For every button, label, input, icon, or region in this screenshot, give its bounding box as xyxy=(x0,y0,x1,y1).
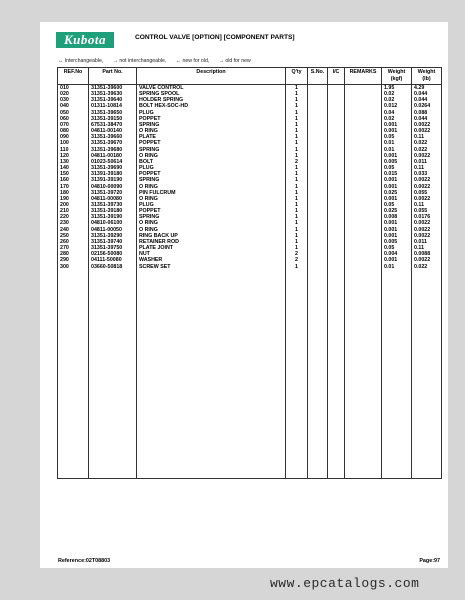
cell-weight-kgf: 0.02 xyxy=(382,91,412,97)
cell-part-no: 31351-39150 xyxy=(89,116,137,122)
cell-ref: 050 xyxy=(58,110,89,116)
cell-ref: 070 xyxy=(58,122,89,128)
cell-ref: 150 xyxy=(58,171,89,177)
cell-part-no: 31351-39740 xyxy=(89,239,137,245)
cell-weight-lb: 0.11 xyxy=(412,202,442,208)
cell-part-no: 04810-00090 xyxy=(89,184,137,190)
cell-description: PLUG xyxy=(137,202,286,208)
cell-weight-lb: 0.11 xyxy=(412,134,442,140)
col-header-qty: Q'ty xyxy=(286,68,308,85)
cell-weight-lb: 0.033 xyxy=(412,171,442,177)
cell-ref: 100 xyxy=(58,140,89,146)
cell-part-no: 04810-06100 xyxy=(89,220,137,226)
cell-ref: 280 xyxy=(58,251,89,257)
cell-weight-lb: 0.0022 xyxy=(412,220,442,226)
cell-weight-kgf: 0.005 xyxy=(382,159,412,165)
cell-weight-lb: 0.022 xyxy=(412,264,442,270)
cell-qty: 1 xyxy=(286,128,308,134)
cell-weight-kgf: 0.001 xyxy=(382,257,412,263)
cell-weight-lb: 0.11 xyxy=(412,245,442,251)
cell-ref: 260 xyxy=(58,239,89,245)
empty-cell xyxy=(286,270,308,479)
legend-old-for-new: → old for new xyxy=(218,58,251,64)
cell-part-no: 31351-39720 xyxy=(89,190,137,196)
cell-weight-kgf: 0.025 xyxy=(382,190,412,196)
cell-description: SPRING xyxy=(137,122,286,128)
cell-weight-kgf: 0.001 xyxy=(382,227,412,233)
col-header-weight-lb: Weight (lb) xyxy=(412,68,442,85)
cell-weight-lb: 0.0088 xyxy=(412,251,442,257)
cell-weight-kgf: 0.05 xyxy=(382,134,412,140)
cell-weight-lb: 0.044 xyxy=(412,116,442,122)
cell-weight-lb: 0.0022 xyxy=(412,177,442,183)
cell-qty: 2 xyxy=(286,257,308,263)
cell-description: SPRING xyxy=(137,214,286,220)
cell-weight-lb: 0.055 xyxy=(412,208,442,214)
cell-weight-lb: 0.022 xyxy=(412,140,442,146)
cell-qty: 1 xyxy=(286,153,308,159)
empty-cell xyxy=(308,270,328,479)
cell-weight-lb: 0.0022 xyxy=(412,153,442,159)
cell-part-no: 31351-39180 xyxy=(89,208,137,214)
cell-qty: 1 xyxy=(286,184,308,190)
cell-description: RING BACK UP xyxy=(137,233,286,239)
cell-ref: 020 xyxy=(58,91,89,97)
cell-qty: 1 xyxy=(286,190,308,196)
cell-part-no: 04811-00180 xyxy=(89,153,137,159)
cell-description: POPPET xyxy=(137,208,286,214)
cell-weight-kgf: 0.02 xyxy=(382,116,412,122)
cell-description: POPPET xyxy=(137,140,286,146)
cell-weight-lb: 0.0022 xyxy=(412,227,442,233)
cell-ref: 060 xyxy=(58,116,89,122)
cell-qty: 2 xyxy=(286,251,308,257)
cell-weight-kgf: 1.95 xyxy=(382,85,412,92)
cell-part-no: 31351-39660 xyxy=(89,134,137,140)
cell-qty: 1 xyxy=(286,140,308,146)
cell-description: PIN FULCRUM xyxy=(137,190,286,196)
cell-weight-kgf: 0.001 xyxy=(382,220,412,226)
legend-new-for-old: ← new for old, xyxy=(175,58,210,64)
cell-ref: 210 xyxy=(58,208,89,214)
cell-qty: 1 xyxy=(286,171,308,177)
cell-part-no: 31351-39730 xyxy=(89,202,137,208)
parts-table-body xyxy=(58,85,442,479)
cell-part-no: 04811-00050 xyxy=(89,227,137,233)
cell-description: PLUG xyxy=(137,165,286,171)
cell-weight-lb: 0.088 xyxy=(412,110,442,116)
cell-qty: 1 xyxy=(286,220,308,226)
cell-qty: 1 xyxy=(286,103,308,109)
cell-part-no: 02156-50080 xyxy=(89,251,137,257)
empty-cell xyxy=(58,270,89,479)
col-header-weight-kgf: Weight (kgf) xyxy=(382,68,412,85)
cell-weight-kgf: 0.001 xyxy=(382,122,412,128)
cell-weight-lb: 0.0022 xyxy=(412,233,442,239)
cell-description: O RING xyxy=(137,153,286,159)
cell-part-no: 31351-39750 xyxy=(89,245,137,251)
cell-description: SPRING xyxy=(137,177,286,183)
interchangeability-legend xyxy=(58,58,259,64)
cell-weight-lb: 0.022 xyxy=(412,147,442,153)
cell-ref: 220 xyxy=(58,214,89,220)
cell-qty: 1 xyxy=(286,227,308,233)
cell-part-no: 31351-39690 xyxy=(89,165,137,171)
cell-weight-kgf: 0.005 xyxy=(382,239,412,245)
col-header-remarks: REMARKS xyxy=(345,68,382,85)
cell-part-no: 04811-00080 xyxy=(89,196,137,202)
cell-ref: 080 xyxy=(58,128,89,134)
cell-description: SPRING SPOOL xyxy=(137,91,286,97)
cell-description: SPRING xyxy=(137,147,286,153)
cell-part-no: 03660-50818 xyxy=(89,264,137,270)
cell-weight-kgf: 0.001 xyxy=(382,128,412,134)
cell-weight-lb: 0.044 xyxy=(412,97,442,103)
cell-weight-kgf: 0.015 xyxy=(382,171,412,177)
cell-ref: 090 xyxy=(58,134,89,140)
cell-qty: 1 xyxy=(286,264,308,270)
cell-weight-lb: 0.055 xyxy=(412,190,442,196)
cell-part-no: 31351-39630 xyxy=(89,91,137,97)
cell-description: VALVE CONTROL xyxy=(137,85,286,92)
legend-interchangeable: ↔ Interchangeable, xyxy=(58,58,104,64)
cell-ref: 290 xyxy=(58,257,89,263)
cell-weight-lb: 0.0264 xyxy=(412,103,442,109)
cell-qty: 1 xyxy=(286,147,308,153)
cell-ref: 160 xyxy=(58,177,89,183)
cell-weight-kgf: 0.008 xyxy=(382,214,412,220)
cell-weight-kgf: 0.01 xyxy=(382,140,412,146)
cell-weight-kgf: 0.01 xyxy=(382,147,412,153)
cell-weight-lb: 4.29 xyxy=(412,85,442,92)
col-header-part: Part No. xyxy=(89,68,137,85)
cell-qty: 1 xyxy=(286,116,308,122)
cell-description: O RING xyxy=(137,227,286,233)
cell-weight-lb: 0.044 xyxy=(412,91,442,97)
page-number: Page:97 xyxy=(419,558,440,564)
cell-qty: 1 xyxy=(286,85,308,92)
table-row xyxy=(58,85,442,92)
cell-description: O RING xyxy=(137,220,286,226)
cell-part-no: 31351-39290 xyxy=(89,233,137,239)
cell-part-no: 04811-00140 xyxy=(89,128,137,134)
cell-ref: 140 xyxy=(58,165,89,171)
cell-part-no: 31351-39190 xyxy=(89,214,137,220)
cell-ref: 170 xyxy=(58,184,89,190)
cell-weight-kgf: 0.001 xyxy=(382,184,412,190)
cell-description: WASHER xyxy=(137,257,286,263)
empty-cell xyxy=(345,270,382,479)
cell-ref: 010 xyxy=(58,85,89,92)
watermark-text: www.epcatalogs.com xyxy=(270,576,420,591)
cell-qty: 2 xyxy=(286,159,308,165)
cell-description: RETAINER ROD xyxy=(137,239,286,245)
cell-weight-kgf: 0.05 xyxy=(382,202,412,208)
cell-weight-kgf: 0.05 xyxy=(382,165,412,171)
cell-qty: 1 xyxy=(286,202,308,208)
cell-qty: 1 xyxy=(286,177,308,183)
cell-part-no: 31391-39190 xyxy=(89,177,137,183)
empty-cell xyxy=(328,270,345,479)
cell-ref: 200 xyxy=(58,202,89,208)
page-title: CONTROL VALVE [OPTION] [COMPONENT PARTS] xyxy=(135,34,295,41)
cell-weight-kgf: 0.05 xyxy=(382,245,412,251)
cell-ref: 300 xyxy=(58,264,89,270)
cell-weight-lb: 0.0022 xyxy=(412,184,442,190)
cell-description: PLATE xyxy=(137,134,286,140)
cell-ref: 270 xyxy=(58,245,89,251)
cell-description: HOLDER SPRING xyxy=(137,97,286,103)
cell-weight-kgf: 0.01 xyxy=(382,264,412,270)
empty-cell xyxy=(382,270,412,479)
cell-weight-kgf: 0.001 xyxy=(382,196,412,202)
cell-part-no: 01023-50614 xyxy=(89,159,137,165)
cell-part-no: 31351-39640 xyxy=(89,97,137,103)
cell-sno xyxy=(308,85,328,92)
cell-qty: 1 xyxy=(286,214,308,220)
cell-weight-lb: 0.0022 xyxy=(412,122,442,128)
cell-ref: 190 xyxy=(58,196,89,202)
col-header-ic: I/C xyxy=(328,68,345,85)
cell-qty: 1 xyxy=(286,134,308,140)
cell-weight-kgf: 0.001 xyxy=(382,153,412,159)
cell-weight-kgf: 0.001 xyxy=(382,233,412,239)
empty-cell xyxy=(137,270,286,479)
cell-ref: 120 xyxy=(58,153,89,159)
cell-weight-lb: 0.011 xyxy=(412,239,442,245)
cell-qty: 1 xyxy=(286,239,308,245)
cell-qty: 1 xyxy=(286,165,308,171)
cell-ref: 180 xyxy=(58,190,89,196)
cell-part-no: 01311-10814 xyxy=(89,103,137,109)
cell-weight-kgf: 0.012 xyxy=(382,103,412,109)
cell-description: O RING xyxy=(137,196,286,202)
cell-description: SCREW SET xyxy=(137,264,286,270)
cell-description: PLATE JOINT xyxy=(137,245,286,251)
empty-cell xyxy=(89,270,137,479)
cell-part-no: 04111-50080 xyxy=(89,257,137,263)
col-header-sno: S.No. xyxy=(308,68,328,85)
col-header-ref: REF.No xyxy=(58,68,89,85)
cell-ref: 230 xyxy=(58,220,89,226)
cell-part-no: 31351-39650 xyxy=(89,110,137,116)
cell-ref: 110 xyxy=(58,147,89,153)
cell-ref: 240 xyxy=(58,227,89,233)
cell-ref: 250 xyxy=(58,233,89,239)
cell-description: BOLT HEX-SOC-HD xyxy=(137,103,286,109)
cell-description: NUT xyxy=(137,251,286,257)
cell-description: POPPET xyxy=(137,116,286,122)
cell-qty: 1 xyxy=(286,122,308,128)
cell-qty: 1 xyxy=(286,245,308,251)
empty-cell xyxy=(412,270,442,479)
parts-table xyxy=(57,67,442,479)
cell-part-no: 31351-39670 xyxy=(89,140,137,146)
cell-part-no: 31351-39680 xyxy=(89,147,137,153)
kubota-logo: Kubota xyxy=(56,32,114,48)
catalog-page xyxy=(40,22,448,568)
cell-qty: 1 xyxy=(286,91,308,97)
cell-qty: 1 xyxy=(286,208,308,214)
cell-weight-kgf: 0.02 xyxy=(382,97,412,103)
cell-qty: 1 xyxy=(286,110,308,116)
cell-weight-kgf: 0.001 xyxy=(382,177,412,183)
cell-description: O RING xyxy=(137,128,286,134)
cell-remarks xyxy=(345,85,382,92)
table-header-row xyxy=(58,68,442,85)
cell-part-no: 67531-38470 xyxy=(89,122,137,128)
cell-part-no: 31391-39180 xyxy=(89,171,137,177)
legend-not-interchangeable: → not interchangeable, xyxy=(112,58,167,64)
cell-description: PLUG xyxy=(137,110,286,116)
cell-description: BOLT xyxy=(137,159,286,165)
cell-weight-lb: 0.0022 xyxy=(412,196,442,202)
cell-ref: 040 xyxy=(58,103,89,109)
cell-weight-lb: 0.0022 xyxy=(412,128,442,134)
cell-weight-kgf: 0.04 xyxy=(382,110,412,116)
cell-weight-lb: 0.11 xyxy=(412,165,442,171)
cell-description: O RING xyxy=(137,184,286,190)
cell-qty: 1 xyxy=(286,196,308,202)
cell-weight-kgf: 0.004 xyxy=(382,251,412,257)
cell-part-no: 31351-39600 xyxy=(89,85,137,92)
col-header-description: Description xyxy=(137,68,286,85)
reference-number: Reference:02T08803 xyxy=(58,558,111,564)
cell-description: POPPET xyxy=(137,171,286,177)
cell-weight-lb: 0.0022 xyxy=(412,257,442,263)
cell-weight-lb: 0.011 xyxy=(412,159,442,165)
cell-weight-lb: 0.0176 xyxy=(412,214,442,220)
cell-qty: 1 xyxy=(286,233,308,239)
cell-ic xyxy=(328,85,345,92)
table-filler-row xyxy=(58,270,442,479)
cell-qty: 1 xyxy=(286,97,308,103)
cell-ref: 030 xyxy=(58,97,89,103)
cell-ref: 130 xyxy=(58,159,89,165)
cell-weight-kgf: 0.025 xyxy=(382,208,412,214)
